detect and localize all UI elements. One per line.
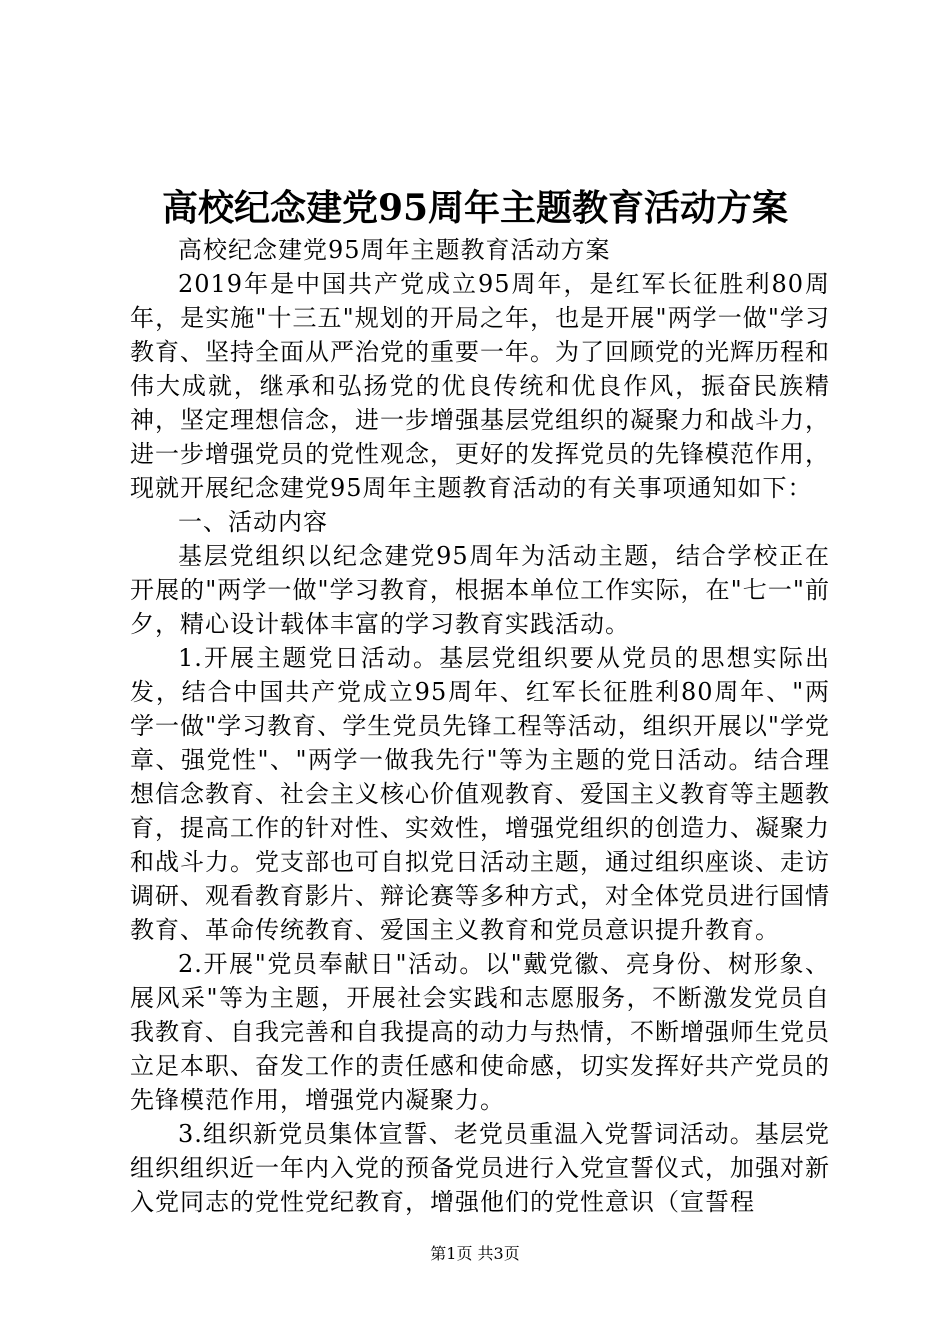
paragraph-item-1: 1.开展主题党日活动。基层党组织要从党员的思想实际出发，结合中国共产党成立95周年、红军长征胜利80周年、"两学一做"学习教育、学生党员先锋工程等活动，组织开展以"学党章、强党性"、"两学一做我先行"等为主题的党日活动。结合理想信念教育、社会主义核心价值观教育、爱国主义教育等主题教育，提高工作的针对性、实效性，增强党组织的创造力、凝聚力和战斗力。党支部也可自拟党日活动主题，通过组织座谈、走访调研、观看教育影片、辩论赛等多种方式，对全体党员进行国情教育、革命传统教育、爱国主义教育和党员意识提升教育。 (130, 644, 830, 944)
paragraph-activity-overview: 基层党组织以纪念建党95周年为活动主题，结合学校正在开展的"两学一做"学习教育，根据本单位工作实际，在"七一"前夕，精心设计载体丰富的学习教育实践活动。 (130, 542, 830, 638)
paragraph-item-3: 3.组织新党员集体宣誓、老党员重温入党誓词活动。基层党组织组织近一年内入党的预备党员进行入党宣誓仪式，加强对新入党同志的党性党纪教育，增强他们的党性意识（宣誓程 (130, 1120, 830, 1216)
document-body (130, 233, 830, 1219)
paragraph-item-2: 2.开展"党员奉献日"活动。以"戴党徽、亮身份、树形象、展风采"等为主题，开展社会实践和志愿服务，不断激发党员自我教育、自我完善和自我提高的动力与热情，不断增强师生党员立足本职、奋发工作的责任感和使命感，切实发挥好共产党员的先锋模范作用，增强党内凝聚力。 (130, 950, 830, 1114)
document-title: 高校纪念建党95周年主题教育活动方案 (161, 187, 789, 229)
section-heading-activity-content: 一、活动内容 (178, 508, 328, 536)
paragraph-subtitle: 高校纪念建党95周年主题教育活动方案 (178, 236, 611, 264)
page-footer: 第1页 共3页 (430, 1244, 520, 1263)
paragraph-intro: 2019年是中国共产党成立95周年，是红军长征胜利80周年，是实施"十三五"规划的开局之年，也是开展"两学一做"学习教育、坚持全面从严治党的重要一年。为了回顾党的光辉历程和伟大成就，继承和弘扬党的优良传统和优良作风，振奋民族精神，坚定理想信念，进一步增强基层党组织的凝聚力和战斗力，进一步增强党员的党性观念，更好的发挥党员的先锋模范作用，现就开展纪念建党95周年主题教育活动的有关事项通知如下： (130, 270, 830, 502)
